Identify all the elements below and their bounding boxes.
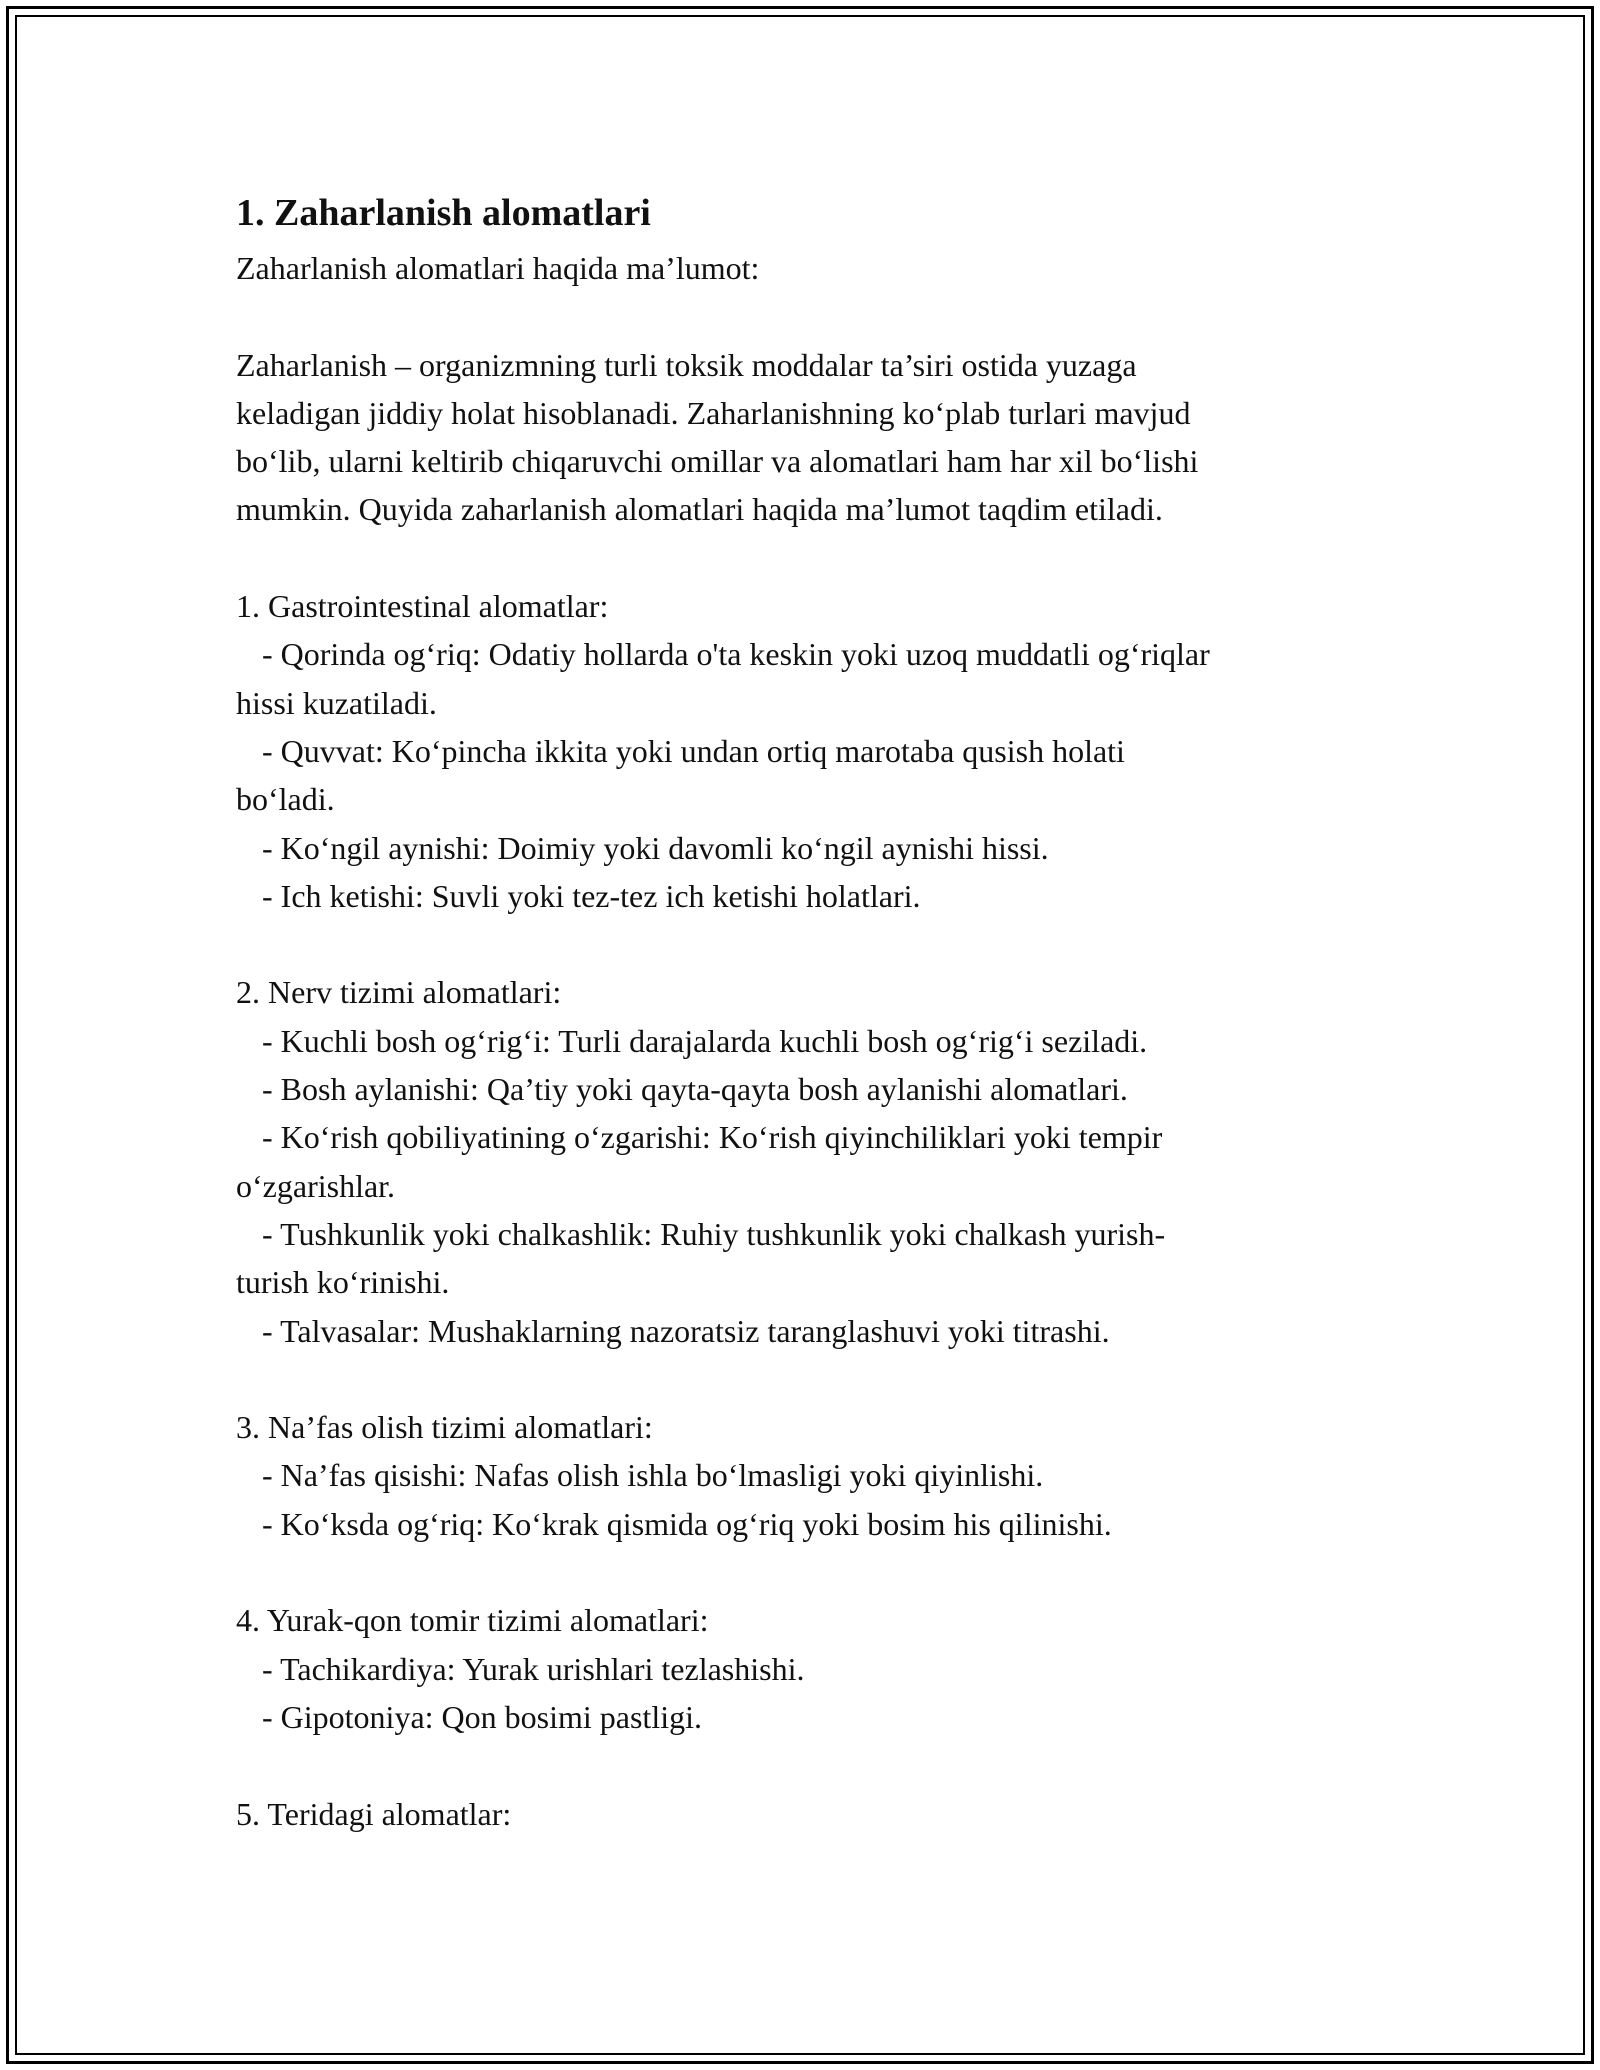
list-item: - Tushkunlik yoki chalkashlik: Ruhiy tushkunlik yoki chalkash yurish- [262, 1215, 1166, 1252]
list-item: - Bosh aylanishi: Qa’tiy yoki qayta-qayta bosh aylanishi alomatlari. [262, 1071, 1128, 1108]
text-line: o‘zgarishlar. [236, 1167, 396, 1204]
text-line: keladigan jiddiy holat hisoblanadi. Zaharlanishning ko‘plab turlari mavjud [236, 394, 1191, 431]
text-line: mumkin. Quyida zaharlanish alomatlari haqida ma’lumot taqdim etiladi. [236, 491, 1163, 528]
blank-line [236, 292, 1366, 340]
list-item: - Qorinda og‘riq: Odatiy hollarda o'ta keskin yoki uzoq muddatli og‘riqlar [262, 636, 1210, 673]
blank-line [236, 1548, 1366, 1596]
list-item: - Talvasalar: Mushaklarning nazoratsiz taranglashuvi yoki titrashi. [262, 1312, 1110, 1349]
text-line: 5. Teridagi alomatlar: [236, 1795, 512, 1832]
text-line: Zaharlanish – organizmning turli toksik moddalar ta’siri ostida yuzaga [236, 346, 1137, 383]
document-text [236, 244, 1366, 1838]
list-item: - Ko‘rish qobiliyatining o‘zgarishi: Ko‘rish qiyinchiliklari yoki tempir [262, 1119, 1163, 1156]
text-line: Zaharlanish alomatlari haqida ma’lumot: [236, 250, 760, 286]
blank-line [236, 920, 1366, 968]
list-item: - Ko‘ngil aynishi: Doimiy yoki davomli ko‘ngil aynishi hissi. [262, 829, 1049, 866]
blank-line [236, 1355, 1366, 1403]
text-line: bo‘lib, ularni keltirib chiqaruvchi omillar va alomatlari ham har xil bo‘lishi [236, 443, 1199, 480]
list-item: - Kuchli bosh og‘rig‘i: Turli darajalarda kuchli bosh og‘rig‘i seziladi. [262, 1022, 1148, 1059]
list-item: - Ich ketishi: Suvli yoki tez-tez ich ketishi holatlari. [262, 877, 921, 914]
text-line: 1. Gastrointestinal alomatlar: [236, 588, 609, 625]
list-item: - Gipotoniya: Qon bosimi pastligi. [262, 1698, 702, 1735]
blank-line [236, 534, 1366, 582]
text-line: hissi kuzatiladi. [236, 684, 437, 721]
blank-line [236, 1741, 1366, 1789]
list-item: - Na’fas qisishi: Nafas olish ishla bo‘lmasligi yoki qiyinlishi. [262, 1457, 1044, 1494]
text-line: 2. Nerv tizimi alomatlari: [236, 974, 562, 1011]
text-line: turish ko‘rinishi. [236, 1264, 450, 1301]
document-title: 1. Zaharlanish alomatlari [236, 192, 651, 234]
document-body [236, 182, 1366, 1838]
list-item: - Ko‘ksda og‘riq: Ko‘krak qismida og‘riq yoki bosim his qilinishi. [262, 1505, 1112, 1542]
list-item: - Quvvat: Ko‘pincha ikkita yoki undan ortiq marotaba qusish holati [262, 732, 1125, 769]
text-line: 3. Na’fas olish tizimi alomatlari: [236, 1409, 653, 1446]
text-line: 4. Yurak-qon tomir tizimi alomatlari: [236, 1602, 709, 1639]
list-item: - Tachikardiya: Yurak urishlari tezlashishi. [262, 1650, 805, 1687]
text-line: bo‘ladi. [236, 781, 335, 818]
